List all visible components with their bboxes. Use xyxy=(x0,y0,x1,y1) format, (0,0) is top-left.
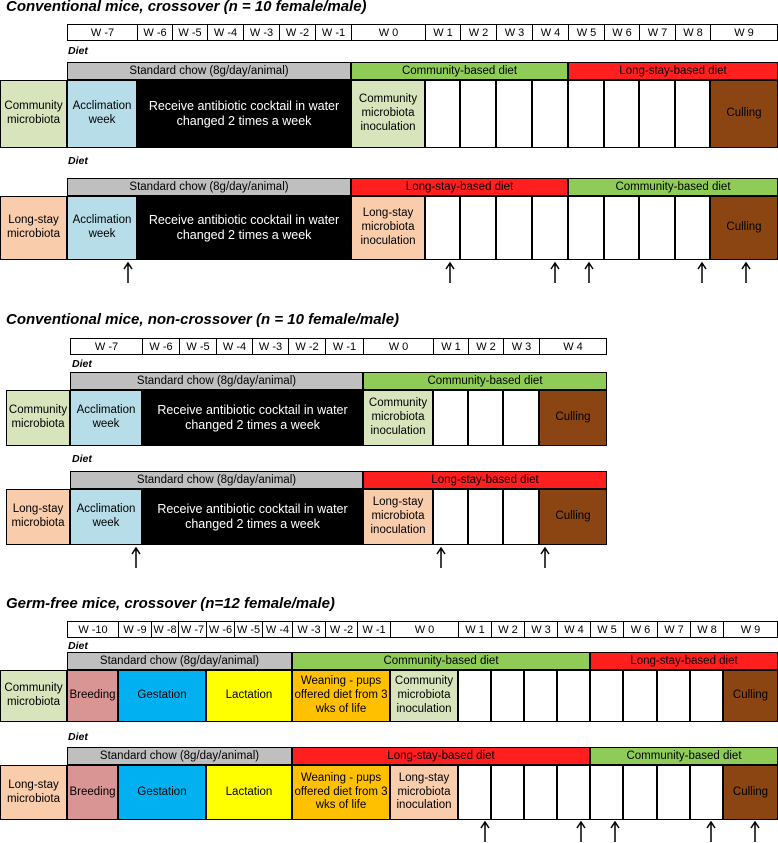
culling-cell: Culling xyxy=(723,765,778,820)
week-empty-cell xyxy=(503,489,539,545)
week-cell: W -4 xyxy=(262,621,292,638)
chow-band: Standard chow (8g/day/animal) xyxy=(67,747,292,765)
week-empty-cell xyxy=(496,196,532,260)
week-empty-cell xyxy=(623,765,657,820)
community-diet-band: Community-based diet xyxy=(568,178,778,196)
week-cell: W 4 xyxy=(557,621,590,638)
group-label: Community microbiota xyxy=(0,80,67,148)
group-label: Long-stay microbiota xyxy=(0,196,67,260)
culling-cell: Culling xyxy=(710,80,778,148)
longstay-diet-band: Long-stay-based diet xyxy=(568,62,778,80)
breeding-cell: Breeding xyxy=(67,670,118,722)
week-empty-cell xyxy=(458,670,491,722)
week-empty-cell xyxy=(524,765,557,820)
sampling-arrow-icon xyxy=(445,262,455,284)
section2-title: Conventional mice, non-crossover (n = 10 female/male) xyxy=(6,311,400,328)
gestation-cell: Gestation xyxy=(118,765,206,820)
sampling-arrow-icon xyxy=(584,262,594,284)
longstay-diet-band: Long-stay-based diet xyxy=(292,747,590,765)
lactation-cell: Lactation xyxy=(206,670,292,722)
week-empty-cell xyxy=(623,670,657,722)
week-cell: W 3 xyxy=(524,621,557,638)
week-cell: W 4 xyxy=(539,338,607,355)
week-cell: W 1 xyxy=(458,621,491,638)
week-cell: W 0 xyxy=(390,621,458,638)
week-cell: W -6 xyxy=(206,621,234,638)
inoculation-cell: Long-stay microbiota inoculation xyxy=(351,196,425,260)
week-cell: W 7 xyxy=(657,621,690,638)
community-diet-band: Community-based diet xyxy=(363,372,607,390)
inoculation-cell: Community microbiota inoculation xyxy=(363,390,433,446)
acclimation-cell: Acclimation week xyxy=(67,80,137,148)
sampling-arrow-icon xyxy=(741,262,751,284)
week-empty-cell xyxy=(503,390,539,446)
culling-cell: Culling xyxy=(539,489,607,545)
section1-title: Conventional mice, crossover (n = 10 female/male) xyxy=(6,0,367,15)
week-cell: W -4 xyxy=(207,24,243,41)
week-cell: W 2 xyxy=(491,621,524,638)
week-empty-cell xyxy=(690,670,723,722)
week-cell: W -7 xyxy=(178,621,206,638)
week-cell: W 4 xyxy=(532,24,568,41)
antibiotic-cell: Receive antibiotic cocktail in water changed 2 times a week xyxy=(137,196,351,260)
antibiotic-cell: Receive antibiotic cocktail in water changed 2 times a week xyxy=(137,80,351,148)
week-empty-cell xyxy=(590,670,623,722)
week-cell: W -10 xyxy=(67,621,118,638)
week-cell: W 7 xyxy=(639,24,675,41)
community-diet-band: Community-based diet xyxy=(351,62,568,80)
week-cell: W 3 xyxy=(496,24,532,41)
week-cell: W 2 xyxy=(468,338,503,355)
breeding-cell: Breeding xyxy=(67,765,118,820)
week-cell: W -5 xyxy=(179,338,216,355)
week-empty-cell xyxy=(532,80,568,148)
week-cell: W 3 xyxy=(503,338,539,355)
week-cell: W -3 xyxy=(243,24,279,41)
week-empty-cell xyxy=(690,765,723,820)
longstay-diet-band: Long-stay-based diet xyxy=(590,652,778,670)
week-cell: W -8 xyxy=(151,621,178,638)
acclimation-cell: Acclimation week xyxy=(67,196,137,260)
week-empty-cell xyxy=(532,196,568,260)
week-empty-cell xyxy=(568,80,604,148)
week-empty-cell xyxy=(460,196,496,260)
culling-cell: Culling xyxy=(710,196,778,260)
chow-band: Standard chow (8g/day/animal) xyxy=(70,471,363,489)
section3-title: Germ-free mice, crossover (n=12 female/male) xyxy=(6,595,335,612)
culling-cell: Culling xyxy=(723,670,778,722)
sampling-arrow-icon xyxy=(123,262,133,284)
week-cell: W -1 xyxy=(357,621,390,638)
antibiotic-cell: Receive antibiotic cocktail in water changed 2 times a week xyxy=(142,489,363,545)
antibiotic-cell: Receive antibiotic cocktail in water changed 2 times a week xyxy=(142,390,363,446)
diet-label: Diet xyxy=(68,731,88,743)
chow-band: Standard chow (8g/day/animal) xyxy=(67,652,292,670)
week-empty-cell xyxy=(491,765,524,820)
week-empty-cell xyxy=(675,80,710,148)
week-cell: W 0 xyxy=(351,24,425,41)
week-empty-cell xyxy=(604,80,639,148)
group-label: Community microbiota xyxy=(0,670,67,722)
weaning-cell: Weaning - pups offered diet from 3 wks of life xyxy=(292,670,390,722)
week-cell: W -5 xyxy=(172,24,207,41)
week-empty-cell xyxy=(468,390,503,446)
week-cell: W -7 xyxy=(67,24,137,41)
week-empty-cell xyxy=(557,670,590,722)
sampling-arrow-icon xyxy=(550,262,560,284)
inoculation-cell: Community microbiota inoculation xyxy=(390,670,458,722)
sampling-arrow-icon xyxy=(436,547,446,569)
week-empty-cell xyxy=(657,670,690,722)
diet-label: Diet xyxy=(68,155,88,167)
week-empty-cell xyxy=(425,196,460,260)
week-empty-cell xyxy=(639,196,675,260)
inoculation-cell: Long-stay microbiota inoculation xyxy=(363,489,433,545)
week-empty-cell xyxy=(557,765,590,820)
week-cell: W 6 xyxy=(623,621,657,638)
diet-label: Diet xyxy=(72,453,92,465)
week-empty-cell xyxy=(433,489,468,545)
lactation-cell: Lactation xyxy=(206,765,292,820)
week-cell: W -6 xyxy=(142,338,179,355)
week-cell: W 8 xyxy=(690,621,723,638)
week-cell: W -2 xyxy=(288,338,325,355)
week-empty-cell xyxy=(568,196,604,260)
week-empty-cell xyxy=(524,670,557,722)
week-cell: W -9 xyxy=(118,621,151,638)
diet-label: Diet xyxy=(68,640,88,652)
diet-label: Diet xyxy=(72,358,92,370)
community-diet-band: Community-based diet xyxy=(292,652,590,670)
group-label: Long-stay microbiota xyxy=(0,765,67,820)
week-empty-cell xyxy=(458,765,491,820)
week-empty-cell xyxy=(468,489,503,545)
sampling-arrow-icon xyxy=(697,262,707,284)
chow-band: Standard chow (8g/day/animal) xyxy=(67,178,351,196)
week-empty-cell xyxy=(491,670,524,722)
week-empty-cell xyxy=(496,80,532,148)
week-cell: W 9 xyxy=(723,621,778,638)
sampling-arrow-icon xyxy=(131,547,141,569)
inoculation-cell: Community microbiota inoculation xyxy=(351,80,425,148)
week-cell: W 9 xyxy=(710,24,778,41)
week-empty-cell xyxy=(425,80,460,148)
week-cell: W -7 xyxy=(70,338,142,355)
chow-band: Standard chow (8g/day/animal) xyxy=(67,62,351,80)
week-empty-cell xyxy=(675,196,710,260)
week-cell: W 1 xyxy=(433,338,468,355)
diet-label: Diet xyxy=(68,45,88,57)
week-cell: W 2 xyxy=(460,24,496,41)
week-cell: W 1 xyxy=(425,24,460,41)
week-cell: W -2 xyxy=(279,24,315,41)
week-cell: W -2 xyxy=(325,621,357,638)
week-cell: W -1 xyxy=(325,338,363,355)
longstay-diet-band: Long-stay-based diet xyxy=(363,471,607,489)
week-cell: W -6 xyxy=(137,24,172,41)
week-cell: W -1 xyxy=(315,24,351,41)
sampling-arrow-icon xyxy=(540,547,550,569)
weaning-cell: Weaning - pups offered diet from 3 wks of life xyxy=(292,765,390,820)
week-empty-cell xyxy=(604,196,639,260)
acclimation-cell: Acclimation week xyxy=(70,390,142,446)
week-empty-cell xyxy=(460,80,496,148)
week-cell: W 6 xyxy=(604,24,639,41)
culling-cell: Culling xyxy=(539,390,607,446)
week-cell: W -3 xyxy=(292,621,325,638)
week-cell: W -4 xyxy=(216,338,252,355)
week-cell: W 5 xyxy=(590,621,623,638)
week-cell: W -5 xyxy=(234,621,262,638)
group-label: Community microbiota xyxy=(6,390,70,446)
group-label: Long-stay microbiota xyxy=(6,489,70,545)
week-cell: W 8 xyxy=(675,24,710,41)
week-empty-cell xyxy=(657,765,690,820)
week-empty-cell xyxy=(590,765,623,820)
week-cell: W 0 xyxy=(363,338,433,355)
community-diet-band: Community-based diet xyxy=(590,747,778,765)
week-cell: W -3 xyxy=(252,338,288,355)
longstay-diet-band: Long-stay-based diet xyxy=(351,178,568,196)
inoculation-cell: Long-stay microbiota inoculation xyxy=(390,765,458,820)
week-empty-cell xyxy=(433,390,468,446)
gestation-cell: Gestation xyxy=(118,670,206,722)
acclimation-cell: Acclimation week xyxy=(70,489,142,545)
week-cell: W 5 xyxy=(568,24,604,41)
week-empty-cell xyxy=(639,80,675,148)
chow-band: Standard chow (8g/day/animal) xyxy=(70,372,363,390)
